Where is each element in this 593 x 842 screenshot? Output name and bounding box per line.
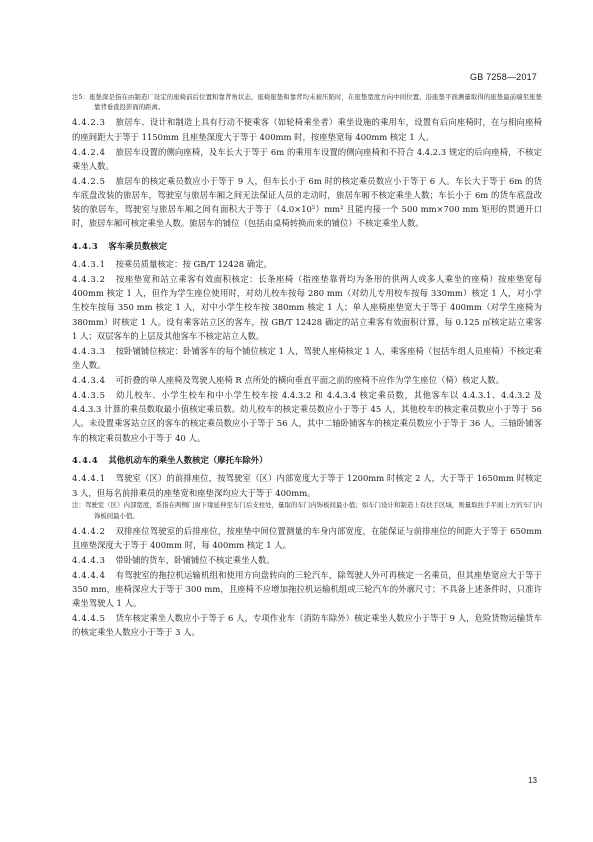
clause-4-4-3-4 (72, 373, 542, 387)
document-body (72, 92, 542, 640)
section-title: 其他机动车的乘坐人数核定（摩托车除外） (108, 454, 268, 465)
clause-4-4-3-2 (72, 272, 542, 343)
clause-number: 4.4.3.5 (72, 389, 106, 400)
clause-number: 4.4.4.4 (72, 569, 106, 580)
standard-code: GB 7258—2017 (470, 72, 537, 82)
section-number: 4.4.4 (72, 454, 99, 465)
section-heading-4-4-3 (72, 239, 542, 253)
clause-number: 4.4.4.3 (72, 554, 106, 565)
clause-number: 4.4.3.4 (72, 374, 106, 385)
clause-text: 带卧铺的货车，卧铺铺位不核定乘坐人数。 (115, 554, 275, 565)
clause-4-4-3-1 (72, 257, 542, 271)
clause-text: 按座垫宽和站立乘客有效面积核定：长条座椅（指座垫靠背均为条形的供两人或多人乘坐的座椅）按座垫宽每 400mm 核定 1 人，但作为学生座位使用时，对幼儿校车按每 280 mm（对幼儿专用校车按每 330mm）核定 1 人，对小学生校车按每 350 mm 核定 1 人，对中小学生校车按 380mm 核定 1 人；单人座椅座垫宽大于等于 400mm（对学生座椅为 380mm）时核定 1 人。设有乘客站立区的客车，按 GB/T 12428 确定的站立乘客有效面积计算，每 0.125 ㎡核定站立乘客 1 人；双层客车的上层及其他客车不核定站立人数。 (72, 273, 542, 342)
clause-text: 旅居车的核定乘员数应小于等于 9 人，但车长小于 6m 时的核定乘员数应小于等于 6 人。车长大于等于 6m 的货车底盘改装的旅居车，驾驶室与旅居车厢之间无法保证人员的走动时，旅居车厢不核定乘坐人数；车长小于 6m 的货车底盘改装的旅居车，驾驶室与旅居车厢之间有面积大于等于（4.0×10⁵）mm² 且能内接一个 500 mm×700 mm 矩形的贯通开口时，旅居车厢可核定乘坐人数。旅居车的铺位（包括由桌椅转换而来的铺位）不核定乘坐人数。 (72, 175, 542, 229)
clause-4-4-4-5 (72, 611, 542, 640)
clause-text: 驾驶室（区）的前排座位，按驾驶室（区）内部宽度大于等于 1200mm 时核定 2 人，大于等于 1650mm 时核定 3 人，但每名前排乘员的座垫宽和座垫深均应大于等于 400mm。 (72, 473, 542, 498)
clause-text: 可折叠的单人座椅及驾驶人座椅 R 点所处的横向垂直平面之前的座椅不应作为学生座位（椅）核定人数。 (115, 374, 505, 385)
clause-text: 货车核定乘坐人数应小于等于 6 人，专项作业车（消防车除外）核定乘坐人数应小于等于 9 人，危险货物运输货车的核定乘坐人数应小于等于 3 人。 (72, 613, 542, 638)
clause-4-4-4-4 (72, 568, 542, 611)
clause-text: 幼儿校车、小学生校车和中小学生校车按 4.4.3.2 和 4.4.3.4 核定乘员数，其他客车以 4.4.3.1、4.4.3.2 及 4.4.3.3 计算的乘员数取最小值核定乘员数。幼儿校车的核定乘员数应小于等于 45 人，其他校车的核定乘员数应小于等于 56 人。未设置乘客站立区的客车的核定乘员数应小于等于 56 人，其中二轴卧铺客车的核定乘员数应小于等于 36 人，三轴卧铺客车的核定乘员数应小于等于 40 人。 (72, 389, 542, 443)
clause-number: 4.4.3.1 (72, 259, 106, 270)
clause-4-4-3-5 (72, 388, 542, 445)
note-cab-width: 注：驾驶室（区）内部宽度，系指在两侧门窗下缘延伸至车门后支柱处，量取的车门内饰板间最小值；如车门设计和制造上有扶手区域，则量取扶手平面上方的车门内饰板间最小值。 (72, 501, 542, 520)
note-5: 注5：座垫深是指在由制造厂设定的座椅前后位置和靠背角状态，座椅座垫和靠背均未被压陷时，在座垫宽度方向中间位置、沿座垫平面测量取得的座垫最前端至座垫靠背垂直投影面的距离。 (72, 93, 542, 112)
clause-4-4-2-4 (72, 145, 542, 174)
clause-number: 4.4.2.4 (72, 146, 106, 157)
clause-text: 有驾驶室的拖拉机运输机组和使用方向盘转向的三轮汽车，除驾驶人外可再核定一名乘员，但其座垫宽应大于等于 350 mm，座椅深应大于等于 300 mm，且座椅不应增加拖拉机运输机组或三轮汽车的外廓尺寸；不具备上述条件时，只准许乘坐驾驶人 1 人。 (72, 569, 542, 609)
section-title: 客车乘员数核定 (108, 240, 167, 251)
clause-number: 4.4.4.2 (72, 525, 106, 536)
clause-text: 双排座位驾驶室的后排座位，按座垫中间位置测量的车身内部宽度，在能保证与前排座位的间距大于等于 650mm 且座垫深度大于等于 400mm 时，每 400mm 核定 1 人。 (72, 525, 542, 551)
clause-text: 旅居车、设计和制造上具有行动不便乘客（如轮椅乘坐者）乘坐设施的乘用车，设置有后向座椅时，在与相向座椅的座间距大于等于 1150mm 且座垫深度大于等于 400mm 时，按座垫宽每 400mm 核定 1 人。 (72, 117, 542, 142)
clause-number: 4.4.3.2 (72, 273, 106, 284)
clause-4-4-3-3 (72, 344, 542, 373)
section-heading-4-4-4 (72, 453, 542, 467)
clause-4-4-4-1 (72, 471, 542, 500)
clause-4-4-4-2 (72, 524, 542, 553)
section-number: 4.4.3 (72, 240, 99, 251)
clause-text: 按乘员质量核定：按 GB/T 12428 确定。 (115, 259, 272, 270)
clause-number: 4.4.4.5 (72, 613, 106, 624)
clause-number: 4.4.3.3 (72, 345, 106, 356)
clause-4-4-4-3 (72, 553, 542, 567)
clause-text: 按卧铺铺位核定：卧铺客车的每个铺位核定 1 人，驾驶人座椅核定 1 人，乘客座椅（包括车组人员座椅）不核定乘坐人数。 (72, 345, 542, 371)
clause-text: 旅居车设置的侧向座椅，及车长大于等于 6m 的乘用车设置的侧向座椅和不符合 4.4.2.3 规定的后向座椅，不核定乘坐人数。 (72, 146, 542, 171)
clause-4-4-2-3 (72, 115, 542, 144)
clause-number: 4.4.2.3 (72, 117, 106, 128)
clause-number: 4.4.4.1 (72, 473, 106, 484)
clause-number: 4.4.2.5 (72, 175, 106, 186)
page-number: 13 (528, 776, 537, 785)
clause-4-4-2-5 (72, 174, 542, 231)
